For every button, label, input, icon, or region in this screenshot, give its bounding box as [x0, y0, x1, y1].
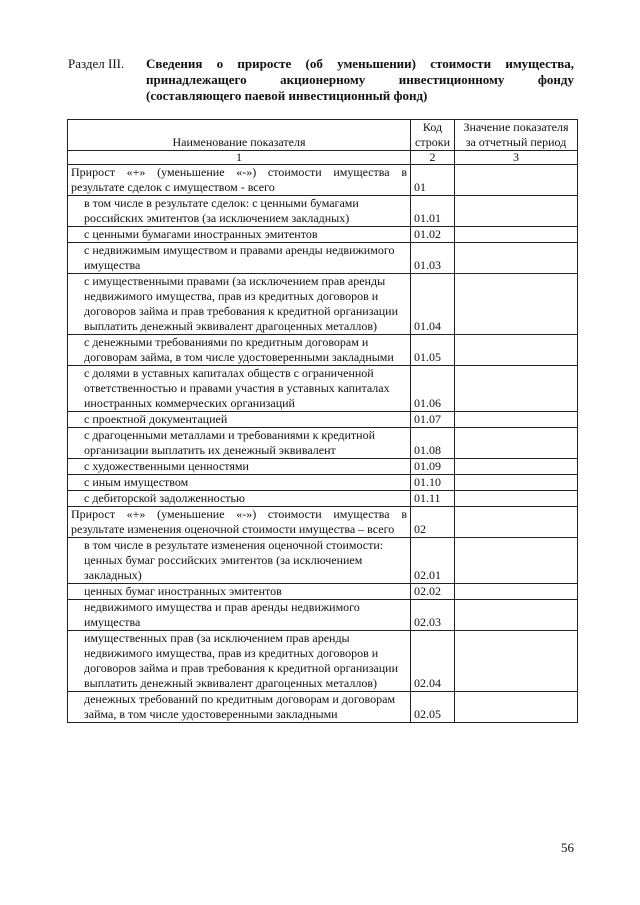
indicator-value — [455, 428, 578, 459]
indicator-name: с дебиторской задолженностью — [68, 491, 411, 507]
table-row — [68, 412, 578, 428]
indicator-name: недвижимого имущества и прав аренды недвижимого имущества — [68, 600, 411, 631]
table-row — [68, 584, 578, 600]
indicator-value — [455, 491, 578, 507]
section-label: Раздел III. — [68, 56, 125, 71]
indicator-name: Прирост «+» (уменьшение «-») стоимости имущества в результате изменения оценочной стоимости имущества – всего — [68, 507, 411, 538]
row-code: 02.01 — [411, 538, 455, 584]
row-code: 02.05 — [411, 692, 455, 723]
column-number: 1 — [68, 151, 411, 165]
table-row — [68, 428, 578, 459]
table-row — [68, 475, 578, 491]
indicator-name: в том числе в результате изменения оценочной стоимости: ценных бумаг российских эмитентов (за исключением закладных) — [68, 538, 411, 584]
indicator-name: с иным имуществом — [68, 475, 411, 491]
indicator-name: Прирост «+» (уменьшение «-») стоимости имущества в результате сделок с имуществом - всего — [68, 165, 411, 196]
indicator-value — [455, 196, 578, 227]
row-code: 01 — [411, 165, 455, 196]
indicator-value — [455, 412, 578, 428]
section-title: Сведения о приросте (об уменьшении) стоимости имущества, принадлежащего акционерному инвестиционному фонду (составляющего паевой инвестиционный фонд) — [146, 56, 574, 103]
indicator-name: с долями в уставных капиталах обществ с ограниченной ответственностью и правами участия в уставных капиталах иностранных коммерческих организаций — [68, 366, 411, 412]
table-header-row — [68, 120, 578, 151]
row-code: 01.08 — [411, 428, 455, 459]
indicator-value — [455, 459, 578, 475]
indicator-name: ценных бумаг иностранных эмитентов — [68, 584, 411, 600]
indicator-name: имущественных прав (за исключением прав аренды недвижимого имущества, прав из кредитных договоров и договоров займа и прав требования к кредитной организации выплатить денежный эквивалент драгоценных металлов) — [68, 631, 411, 692]
indicator-value — [455, 335, 578, 366]
table-row — [68, 631, 578, 692]
table-row — [68, 335, 578, 366]
table-row — [68, 196, 578, 227]
indicator-name: с драгоценными металлами и требованиями к кредитной организации выплатить их денежный эквивалент — [68, 428, 411, 459]
indicators-table — [67, 119, 578, 723]
indicator-name: с недвижимым имуществом и правами аренды недвижимого имущества — [68, 243, 411, 274]
column-header-code: Код строки — [411, 120, 455, 151]
table-row — [68, 491, 578, 507]
indicator-value — [455, 631, 578, 692]
row-code: 02 — [411, 507, 455, 538]
page-number: 56 — [561, 840, 574, 855]
row-code: 02.02 — [411, 584, 455, 600]
table-row — [68, 459, 578, 475]
indicator-value — [455, 475, 578, 491]
table-row — [68, 538, 578, 584]
indicator-value — [455, 600, 578, 631]
row-code: 01.10 — [411, 475, 455, 491]
column-number-row — [68, 151, 578, 165]
indicator-value — [455, 538, 578, 584]
indicator-value — [455, 584, 578, 600]
indicator-value — [455, 274, 578, 335]
row-code: 01.04 — [411, 274, 455, 335]
table-row — [68, 165, 578, 196]
row-code: 01.09 — [411, 459, 455, 475]
table-body — [68, 165, 578, 723]
column-number: 3 — [455, 151, 578, 165]
row-code: 01.11 — [411, 491, 455, 507]
row-code: 01.03 — [411, 243, 455, 274]
indicator-name: с художественными ценностями — [68, 459, 411, 475]
indicator-name: с проектной документацией — [68, 412, 411, 428]
table-row — [68, 692, 578, 723]
row-code: 01.07 — [411, 412, 455, 428]
column-header-value: Значение показателя за отчетный период — [455, 120, 578, 151]
table-row — [68, 227, 578, 243]
row-code: 01.01 — [411, 196, 455, 227]
table-row — [68, 366, 578, 412]
column-number: 2 — [411, 151, 455, 165]
indicator-value — [455, 692, 578, 723]
indicator-name: в том числе в результате сделок: с ценными бумагами российских эмитентов (за исключением закладных) — [68, 196, 411, 227]
indicator-name: с денежными требованиями по кредитным договорам и договорам займа, в том числе удостоверенными закладными — [68, 335, 411, 366]
indicator-name: с имущественными правами (за исключением прав аренды недвижимого имущества, прав из кредитных договоров и договоров займа и прав требования к кредитной организации выплатить денежный эквивалент драгоценных металлов) — [68, 274, 411, 335]
table-row — [68, 507, 578, 538]
table-row — [68, 274, 578, 335]
indicator-value — [455, 366, 578, 412]
row-code: 01.06 — [411, 366, 455, 412]
indicator-value — [455, 507, 578, 538]
indicator-value — [455, 227, 578, 243]
table-row — [68, 600, 578, 631]
row-code: 01.02 — [411, 227, 455, 243]
row-code: 02.03 — [411, 600, 455, 631]
section-header — [68, 56, 574, 104]
indicator-value — [455, 165, 578, 196]
table-row — [68, 243, 578, 274]
indicator-name: с ценными бумагами иностранных эмитентов — [68, 227, 411, 243]
row-code: 02.04 — [411, 631, 455, 692]
column-header-name: Наименование показателя — [68, 120, 411, 151]
indicator-name: денежных требований по кредитным договорам и договорам займа, в том числе удостоверенными закладными — [68, 692, 411, 723]
row-code: 01.05 — [411, 335, 455, 366]
indicator-value — [455, 243, 578, 274]
